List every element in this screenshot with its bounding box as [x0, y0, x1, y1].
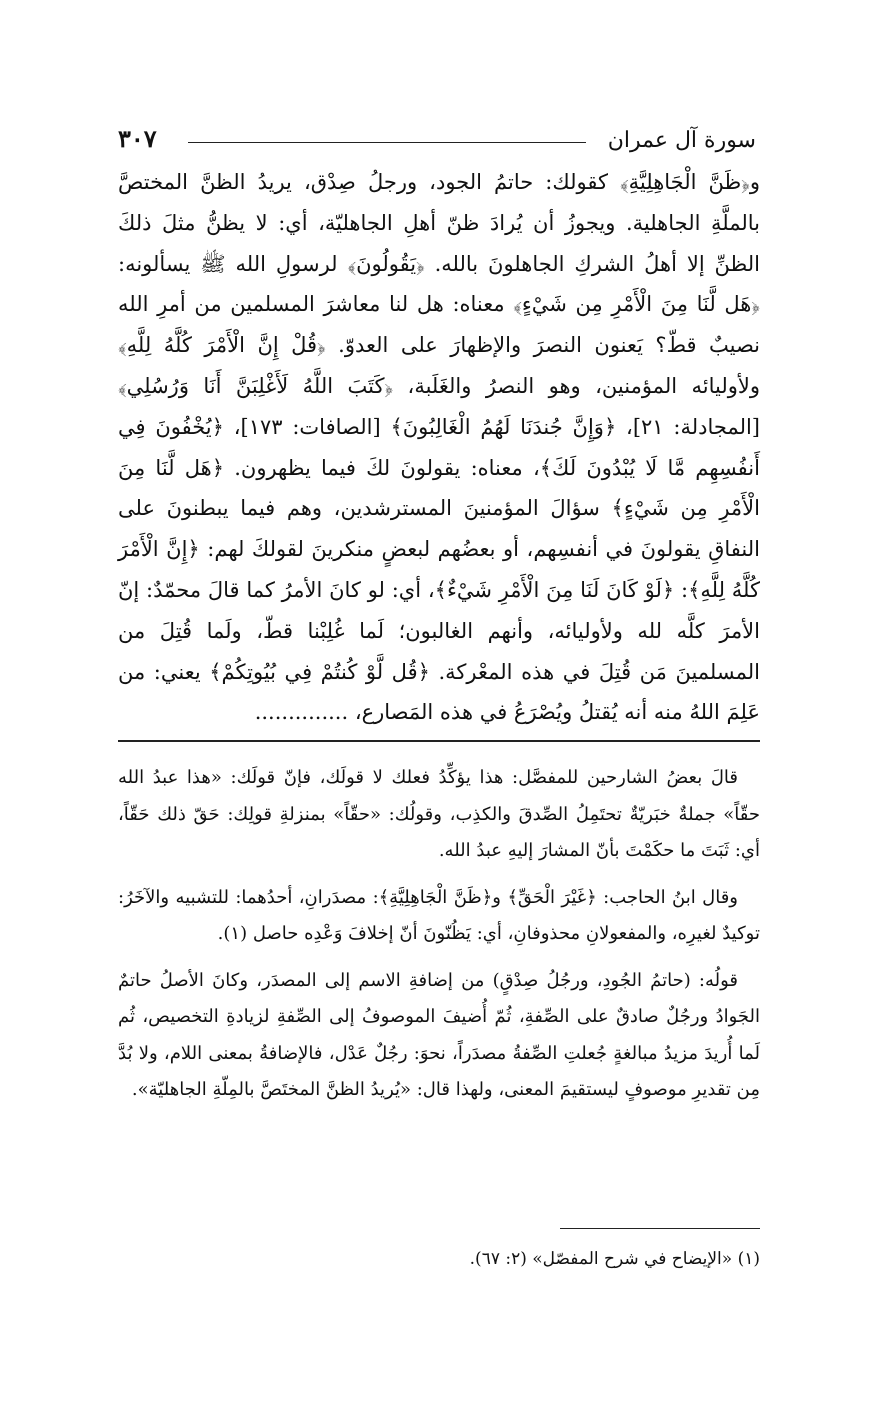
commentary-paragraph-2: وقال ابنُ الحاجب: ﴿غَيْرَ الْحَقِّ﴾ و﴿ظَنَّ الْجَاهِلِيَّةِ﴾: مصدَرانِ، أحدُهما: للتشبيه والآخَرُ: توكيدٌ لغيرِه، والمفعولانِ محذوفانِ، أي: يَظُنّونَ أنّ إخلافَ وَعْدِه حاصل (١).	[118, 886, 760, 944]
sura-title: سورة آل عمران	[607, 128, 756, 153]
header-rule	[188, 142, 586, 143]
footnote-rule	[560, 1228, 760, 1229]
footnote: (١) «الإيضاح في شرح المفصّل» (٢: ٦٧).	[469, 1249, 760, 1269]
page-header	[118, 118, 756, 158]
main-text-block	[118, 162, 760, 733]
section-divider	[118, 740, 760, 742]
page-number: ٣٠٧	[118, 124, 157, 153]
commentary-paragraph-3: قولُه: (حاتمُ الجُودِ، ورجُلُ صِدْقٍ) من إضافةِ الاسم إلى المصدَر، وكانَ الأصلُ حاتمٌ الجَوادُ ورجُلٌ صادقٌ على الصِّفةِ، ثُمّ أُضيفَ الموصوفُ إلى الصِّفةِ لزيادةِ التخصيص، ثُم لَما أُريدَ مزيدُ مبالغةٍ جُعلتِ الصِّفةُ مصدَراً، نحوَ: رجُلٌ عَدْل، فالإضافةُ بمعنى اللام، ولا بُدَّ مِن تقديرِ موصوفٍ ليستقيمَ المعنى، ولهذا قال: «يُريدُ الظنَّ المختَصَّ بالمِلّةِ الجاهليّة».	[118, 969, 760, 1100]
commentary-paragraph-1: قالَ بعضُ الشارحين للمفصَّل: هذا يؤكِّدُ فعلك لا قولَك، فإنّ قولَك: «هذا عبدُ الله حقّاً» جملةٌ خبَريّةٌ تحتَمِلُ الصِّدقَ والكذِب، وقولُك: «حقّاً» بمنزلةِ قولِك: حَقّ ذلك حَقّاً، أي: ثَبَتَ ما حكَمْتَ بأنّ المشارَ إليهِ عبدُ الله.	[118, 767, 760, 861]
main-paragraph: و﴿ظَنَّ الْجَاهِلِيَّةِ﴾ كقولك: حاتمُ الجود، ورجلُ صِدْق، يريدُ الظنَّ المختصَّ بالملَّةِ الجاهلية. ويجوزُ أن يُرادَ ظنّ أهلِ الجاهليّة، أي: لا يظنُّ مثلَ ذلكَ الظنِّ إلا أهلُ الشركِ الجاهلونَ بالله. ﴿يَقُولُونَ﴾ لرسولِ الله ﷺ يسألونه: ﴿هَل لَّنَا مِنَ الْأَمْرِ مِن شَيْءٍ﴾ معناه: هل لنا معاشرَ المسلمين من أمرِ الله نصيبٌ قطّ؟ يَعنون النصرَ والإظهارَ على العدوّ. ﴿قُلْ إِنَّ الْأَمْرَ كُلَّهُ لِلَّهِ﴾ ولأوليائه المؤمنين، وهو النصرُ والغَلَبة، ﴿كَتَبَ اللَّهُ لَأَغْلِبَنَّ أَنَا وَرُسُلِي﴾ [المجادلة: ٢١]، ﴿وَإِنَّ جُندَنَا لَهُمُ الْغَالِبُونَ﴾ [الصافات: ١٧٣]، ﴿يُخْفُونَ فِي أَنفُسِهِم مَّا لَا يُبْدُونَ لَكَ﴾، معناه: يقولونَ لكَ فيما يظهرون. ﴿هَل لَّنَا مِنَ الْأَمْرِ مِن شَيْءٍ﴾ سؤالَ المؤمنينَ المسترشدين، وهم فيما يبطنونَ على النفاقِ يقولونَ في أنفسِهم، أو بعضُهم لبعضٍ منكرينَ لقولكَ لهم: ﴿إِنَّ الْأَمْرَ كُلَّهُ لِلَّهِ﴾: ﴿لَوْ كَانَ لَنَا مِنَ الْأَمْرِ شَيْءٌ﴾، أي: لو كانَ الأمرُ كما قالَ محمّدٌ: إنّ الأمرَ كلَّه لله ولأوليائه، وأنهم الغالبون؛ لَما غُلِبْنا قطّ، ولَما قُتِلَ من المسلمينَ مَن قُتِلَ في هذه المعْركة. ﴿قُل لَّوْ كُنتُمْ فِي بُيُوتِكُمْ﴾ يعني: من عَلِمَ اللهُ منه أنه يُقتلُ ويُصْرَعُ في هذه المَصارع، ..............	[118, 170, 761, 725]
commentary-block	[118, 760, 760, 1119]
